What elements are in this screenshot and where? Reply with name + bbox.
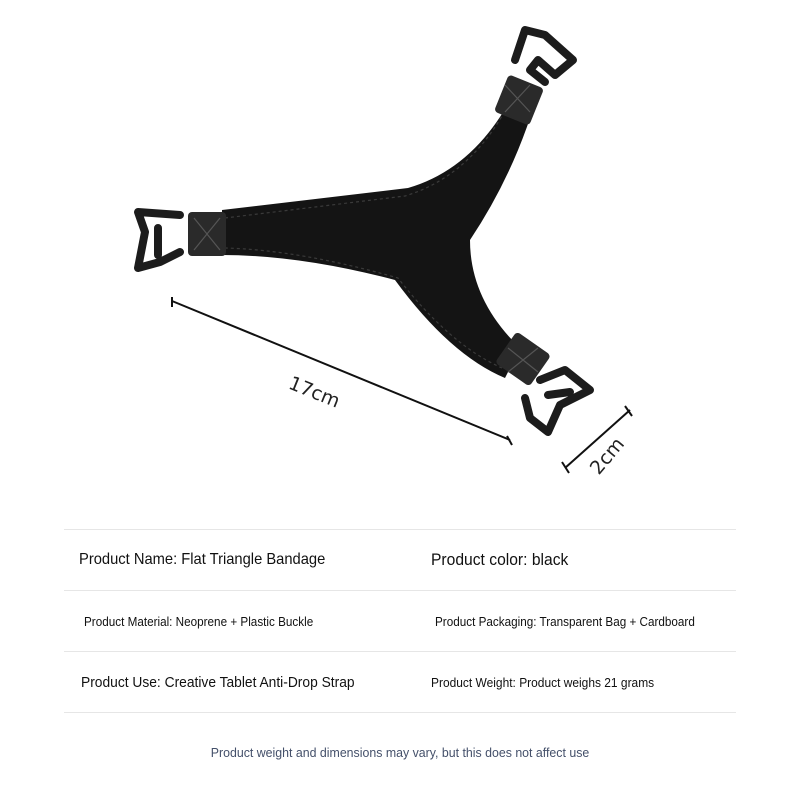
spec-row bbox=[64, 529, 736, 590]
spec-table bbox=[64, 529, 736, 713]
buckle-top bbox=[494, 30, 573, 126]
product-material: Product Material: Neoprene + Plastic Buckle bbox=[84, 613, 314, 629]
product-name: Product Name: Flat Triangle Bandage bbox=[79, 551, 326, 568]
product-packaging: Product Packaging: Transparent Bag + Cardboard bbox=[435, 613, 695, 629]
product-color: Product color: black bbox=[431, 550, 569, 569]
spec-row bbox=[64, 590, 736, 651]
width-dimension bbox=[562, 406, 632, 479]
product-use: Product Use: Creative Tablet Anti-Drop Strap bbox=[81, 673, 355, 691]
width-label: 2cm bbox=[585, 433, 630, 479]
buckle-left bbox=[138, 212, 226, 268]
strap-body bbox=[222, 104, 532, 378]
spec-row bbox=[64, 651, 736, 713]
product-weight: Product Weight: Product weighs 21 grams bbox=[431, 674, 655, 690]
length-label: 17cm bbox=[285, 372, 344, 413]
footnote: Product weight and dimensions may vary, but this does not affect use bbox=[210, 745, 590, 760]
buckle-bottom bbox=[495, 331, 590, 432]
